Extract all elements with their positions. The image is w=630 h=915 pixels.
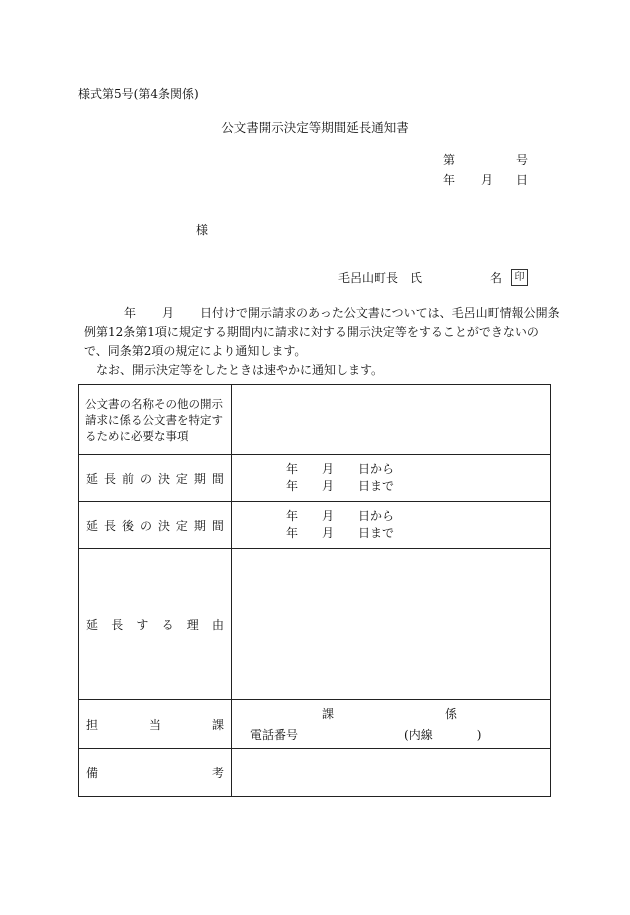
addressee-suffix: 様 bbox=[196, 223, 209, 237]
department-value bbox=[232, 700, 551, 749]
label-char: 長 bbox=[103, 471, 116, 486]
period-from: 日から bbox=[358, 462, 395, 476]
before-period-value bbox=[232, 455, 551, 502]
notice-body bbox=[84, 304, 560, 380]
period-year: 年 bbox=[286, 479, 299, 493]
body-date-year: 年 bbox=[124, 306, 137, 320]
notice-table bbox=[78, 384, 551, 797]
dept-subsection: 係 bbox=[445, 707, 458, 721]
period-month: 月 bbox=[322, 479, 335, 493]
period-year: 年 bbox=[286, 462, 299, 476]
row-before-period-label bbox=[79, 455, 232, 502]
seal-mark bbox=[511, 269, 528, 286]
label-char: 定 bbox=[175, 471, 188, 486]
period-until: 日まで bbox=[358, 479, 395, 493]
period-year: 年 bbox=[286, 526, 299, 540]
label-char: 担 bbox=[86, 717, 99, 732]
label-char: 延 bbox=[86, 617, 99, 632]
label-char: 備 bbox=[86, 766, 99, 780]
row-reason-label bbox=[79, 549, 232, 700]
period-month: 月 bbox=[322, 509, 335, 523]
form-id: 様式第5号(第4条関係) bbox=[78, 87, 199, 101]
sender-title: 毛呂山町長 氏 bbox=[338, 271, 423, 285]
label-char: 決 bbox=[157, 471, 170, 486]
label-char: 理 bbox=[186, 617, 199, 632]
label-char: 後 bbox=[121, 518, 134, 533]
label-char: 間 bbox=[211, 471, 224, 486]
label-char: の bbox=[139, 471, 152, 486]
extension-close: ) bbox=[476, 728, 482, 742]
body-paragraph-2: なお、開示決定等をしたときは速やかに通知します。 bbox=[96, 363, 384, 377]
after-period-value bbox=[232, 502, 551, 549]
label-char: 延 bbox=[86, 518, 99, 533]
dept-section: 課 bbox=[322, 707, 335, 721]
label-char: 間 bbox=[211, 518, 224, 533]
document-name-value bbox=[232, 385, 551, 455]
label-char: る bbox=[161, 617, 174, 632]
reason-value bbox=[232, 549, 551, 700]
sender-name-label: 名 bbox=[490, 271, 503, 285]
extension-open: (内線 bbox=[404, 728, 433, 742]
body-date-month: 月 bbox=[162, 306, 175, 320]
date-month: 月 bbox=[481, 173, 494, 187]
label-char: 長 bbox=[103, 518, 116, 533]
label-char: 考 bbox=[211, 766, 224, 780]
period-from: 日から bbox=[358, 509, 395, 523]
period-year: 年 bbox=[286, 509, 299, 523]
seal-stamp: 印 bbox=[511, 269, 528, 286]
period-month: 月 bbox=[322, 462, 335, 476]
label-char: 期 bbox=[193, 518, 206, 533]
date-year: 年 bbox=[443, 173, 456, 187]
label-char: 課 bbox=[211, 717, 224, 732]
label-char: 延 bbox=[86, 471, 99, 486]
number-prefix: 第 bbox=[443, 153, 456, 167]
period-until: 日まで bbox=[358, 526, 395, 540]
label-char: の bbox=[139, 518, 152, 533]
number-suffix: 号 bbox=[516, 153, 529, 167]
label-char: 期 bbox=[193, 471, 206, 486]
label-char: す bbox=[136, 617, 149, 632]
phone-label: 電話番号 bbox=[250, 728, 299, 742]
row-after-period-label bbox=[79, 502, 232, 549]
body-paragraph-1: 日付けで開示請求のあった公文書については、毛呂山町情報公開条例第12条第1項に規定する期間内に請求に対する開示決定等をすることができないので、同条第2項の規定により通知します。 bbox=[84, 306, 560, 358]
label-char: 由 bbox=[211, 617, 224, 632]
label-char: 定 bbox=[175, 518, 188, 533]
label-char: 長 bbox=[111, 617, 124, 632]
period-month: 月 bbox=[322, 526, 335, 540]
row-document-name-label bbox=[79, 385, 232, 455]
document-name-label: 公文書の名称その他の開示請求に係る公文書を特定するために必要な事項 bbox=[85, 396, 223, 443]
label-char: 当 bbox=[148, 717, 161, 732]
row-department-label bbox=[79, 700, 232, 749]
label-char: 決 bbox=[157, 518, 170, 533]
date-day: 日 bbox=[516, 173, 529, 187]
remarks-value bbox=[232, 749, 551, 797]
label-char: 前 bbox=[121, 471, 134, 486]
row-remarks-label bbox=[79, 749, 232, 797]
document-title: 公文書開示決定等期間延長通知書 bbox=[221, 120, 409, 135]
